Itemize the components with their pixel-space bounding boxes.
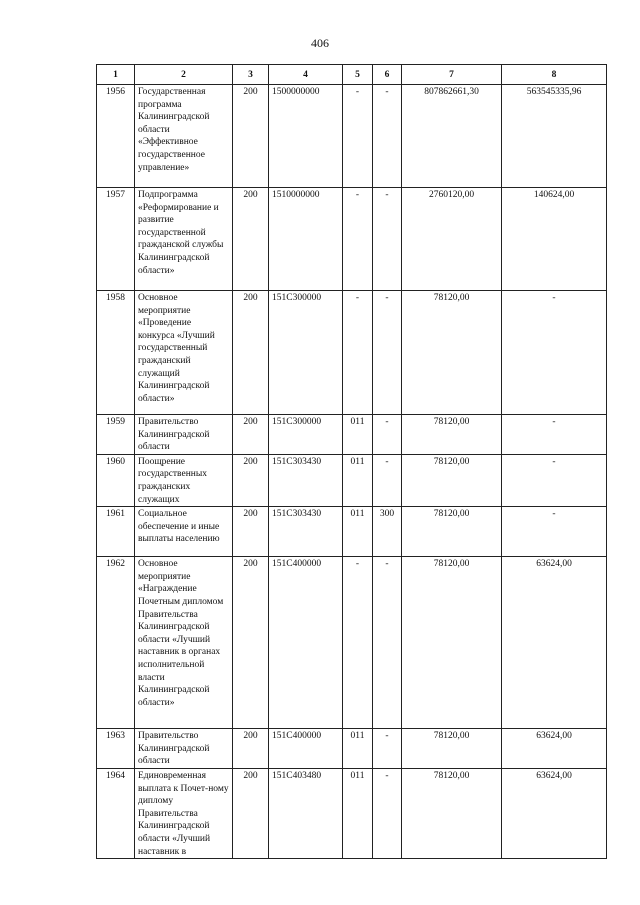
row-amount-7: 78120,00 xyxy=(402,729,502,769)
row-amount-7: 807862661,30 xyxy=(402,85,502,188)
row-code: 151C300000 xyxy=(269,415,343,455)
header-cell: 1 xyxy=(97,65,135,85)
row-amount-7: 78120,00 xyxy=(402,454,502,506)
row-name: Социальное обеспечение и иные выплаты населению xyxy=(135,507,233,557)
row-col3: 200 xyxy=(233,188,269,291)
row-col5: - xyxy=(343,557,373,729)
table-row xyxy=(97,415,607,455)
row-amount-8: 563545335,96 xyxy=(502,85,607,188)
row-amount-8: 63624,00 xyxy=(502,557,607,729)
row-col5: 011 xyxy=(343,415,373,455)
row-code: 151C400000 xyxy=(269,557,343,729)
row-col3: 200 xyxy=(233,557,269,729)
row-name: Правительство Калининградской области xyxy=(135,729,233,769)
row-name: Государственная программа Калининградской области «Эффективное государственное управление» xyxy=(135,85,233,188)
row-amount-8: - xyxy=(502,507,607,557)
row-number: 1963 xyxy=(97,729,135,769)
row-col5: 011 xyxy=(343,729,373,769)
row-name: Правительство Калининградской области xyxy=(135,415,233,455)
row-number: 1962 xyxy=(97,557,135,729)
row-amount-7: 2760120,00 xyxy=(402,188,502,291)
row-code: 1510000000 xyxy=(269,188,343,291)
row-col5: - xyxy=(343,291,373,415)
header-cell: 6 xyxy=(373,65,402,85)
row-col3: 200 xyxy=(233,415,269,455)
header-cell: 8 xyxy=(502,65,607,85)
row-col3: 200 xyxy=(233,729,269,769)
table-row xyxy=(97,291,607,415)
row-amount-7: 78120,00 xyxy=(402,557,502,729)
row-col3: 200 xyxy=(233,768,269,858)
row-col6: - xyxy=(373,768,402,858)
row-col5: 011 xyxy=(343,768,373,858)
header-cell: 5 xyxy=(343,65,373,85)
table-header-row xyxy=(97,65,607,85)
row-number: 1958 xyxy=(97,291,135,415)
row-number: 1957 xyxy=(97,188,135,291)
table-row xyxy=(97,729,607,769)
row-number: 1964 xyxy=(97,768,135,858)
row-col3: 200 xyxy=(233,291,269,415)
budget-table xyxy=(96,64,607,859)
page-number: 406 xyxy=(311,36,329,50)
row-name: Основное мероприятие «Проведение конкурса «Лучший государственный гражданский служащий Калининградской области» xyxy=(135,291,233,415)
row-col3: 200 xyxy=(233,507,269,557)
row-col6: - xyxy=(373,729,402,769)
row-amount-8: - xyxy=(502,454,607,506)
header-cell: 3 xyxy=(233,65,269,85)
table-row xyxy=(97,188,607,291)
row-number: 1956 xyxy=(97,85,135,188)
row-col6: - xyxy=(373,85,402,188)
row-col6: - xyxy=(373,557,402,729)
row-amount-8: 140624,00 xyxy=(502,188,607,291)
header-cell: 7 xyxy=(402,65,502,85)
row-amount-7: 78120,00 xyxy=(402,415,502,455)
row-amount-7: 78120,00 xyxy=(402,507,502,557)
row-col6: - xyxy=(373,291,402,415)
row-col5: 011 xyxy=(343,454,373,506)
table-row xyxy=(97,454,607,506)
row-code: 151C403480 xyxy=(269,768,343,858)
row-number: 1959 xyxy=(97,415,135,455)
table-row xyxy=(97,557,607,729)
row-name: Единовременная выплата к Почет-ному диплому Правительства Калининградской области «Лучший наставник в xyxy=(135,768,233,858)
row-col6: - xyxy=(373,415,402,455)
row-amount-7: 78120,00 xyxy=(402,291,502,415)
row-col5: 011 xyxy=(343,507,373,557)
row-amount-8: 63624,00 xyxy=(502,729,607,769)
table-row xyxy=(97,85,607,188)
row-amount-7: 78120,00 xyxy=(402,768,502,858)
row-col6: - xyxy=(373,188,402,291)
row-col6: 300 xyxy=(373,507,402,557)
row-amount-8: - xyxy=(502,415,607,455)
header-cell: 2 xyxy=(135,65,233,85)
row-number: 1960 xyxy=(97,454,135,506)
row-amount-8: 63624,00 xyxy=(502,768,607,858)
row-col3: 200 xyxy=(233,454,269,506)
row-col5: - xyxy=(343,188,373,291)
row-name: Подпрограмма «Реформирование и развитие государственной гражданской службы Калининградской области» xyxy=(135,188,233,291)
row-col3: 200 xyxy=(233,85,269,188)
row-code: 151C303430 xyxy=(269,507,343,557)
row-col5: - xyxy=(343,85,373,188)
table-row xyxy=(97,768,607,858)
row-code: 151C303430 xyxy=(269,454,343,506)
table-row xyxy=(97,507,607,557)
row-name: Основное мероприятие «Награждение Почетным дипломом Правительства Калининградской области «Лучший наставник в органах исполнительной власти Калининградской области» xyxy=(135,557,233,729)
row-code: 151C300000 xyxy=(269,291,343,415)
row-amount-8: - xyxy=(502,291,607,415)
row-col6: - xyxy=(373,454,402,506)
header-cell: 4 xyxy=(269,65,343,85)
row-name: Поощрение государственных гражданских служащих xyxy=(135,454,233,506)
row-number: 1961 xyxy=(97,507,135,557)
row-code: 1500000000 xyxy=(269,85,343,188)
row-code: 151C400000 xyxy=(269,729,343,769)
